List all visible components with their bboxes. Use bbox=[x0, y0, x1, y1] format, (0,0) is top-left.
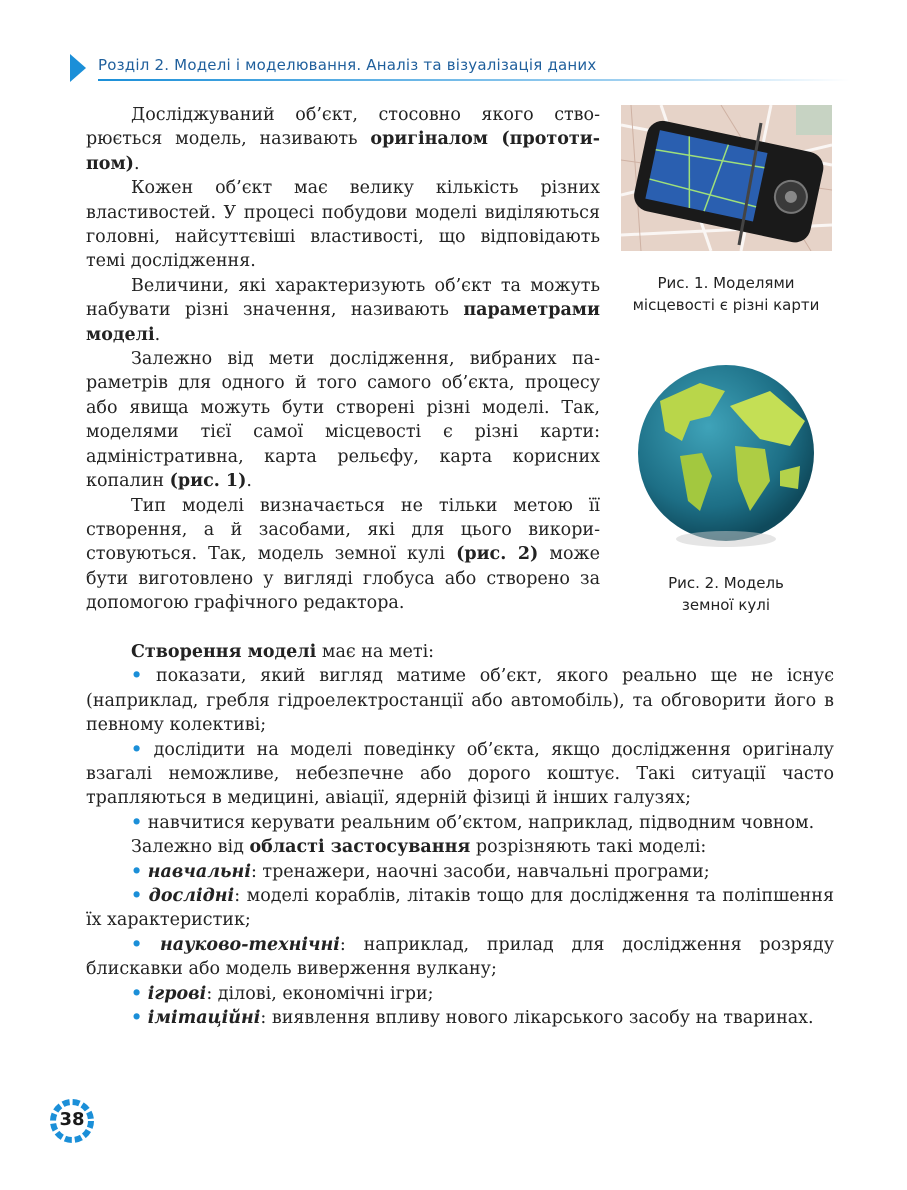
figure-2-caption: Рис. 2. Модель земної кулі bbox=[668, 574, 784, 614]
paragraph-original: Досліджуваний об’єкт, стосовно якого створюється модель, називають оригіналом (прототипом). bbox=[86, 105, 600, 174]
text-column bbox=[86, 103, 600, 616]
figure-2-globe-image bbox=[630, 361, 822, 553]
page-number-badge bbox=[48, 1097, 96, 1145]
running-header bbox=[70, 52, 850, 80]
application-item: • дослідні: моделі кораблів, літаків тощо для дослідження та поліпшення їх характеристик; bbox=[86, 886, 834, 931]
paragraph-model-type: Тип моделі визначається не тільки метою її створення, а й засобами, які для цього використовуються. Так, модель земної кулі (рис. 2) може бути виготовлено у вигляді глобуса або створено за допомогою графічного редактора. bbox=[86, 495, 600, 614]
header-arrow-icon bbox=[70, 54, 86, 82]
paragraph-different-models: Залежно від мети дослідження, вибраних параметрів для одного й того самого об’єкта, процесу або явища можуть бути створені різні моделі. Так, моделями тієї самої місцевості є різні карти: адміністративна, карта рельєфу, карта корисних копалин (рис. 1). bbox=[86, 349, 600, 492]
application-item: • імітаційні: виявлення впливу нового лікарського засобу на тваринах. bbox=[131, 1008, 814, 1029]
bullet-icon: • bbox=[131, 983, 143, 1004]
bullet-icon: • bbox=[131, 812, 143, 833]
creation-bullet: • навчитися керувати реальним об’єктом, наприклад, підводним човном. bbox=[131, 812, 815, 833]
bullet-icon: • bbox=[131, 739, 143, 760]
header-title: Розділ 2. Моделі і моделювання. Аналіз та візуалізація даних bbox=[98, 56, 597, 74]
figure-1-caption: Рис. 1. Моделями місцевості є різні карти bbox=[632, 274, 820, 314]
creation-bullet: • дослідити на моделі поведінку об’єкта, якщо дослідження оригіналу взагалі неможливе, небезпечне або дорого коштує. Такі ситуації часто трапляються в медицині, авіації, ядерній фізиці й інших галузях; bbox=[86, 739, 834, 809]
bullet-icon: • bbox=[131, 666, 143, 687]
page-number: 38 bbox=[59, 1109, 85, 1130]
figure-1-map-device-image bbox=[621, 105, 832, 251]
paragraph-properties: Кожен об’єкт має велику кількість різних властивостей. У процесі побудови моделі виділяються головні, найсуттєвіші властивості, що відповідають темі дослідження. bbox=[86, 178, 600, 272]
paragraph-parameters: Величини, які характеризують об’єкт та можуть набувати різні значення, називають параметрами моделі. bbox=[86, 275, 600, 345]
application-item: • навчальні: тренажери, наочні засоби, навчальні програми; bbox=[131, 861, 710, 882]
creation-intro: Створення моделі має на меті: bbox=[131, 642, 435, 662]
application-item: • ігрові: ділові, економічні ігри; bbox=[131, 983, 434, 1004]
bullet-icon: • bbox=[131, 886, 143, 907]
bullet-icon: • bbox=[131, 934, 143, 955]
application-intro: Залежно від області застосування розрізняють такі моделі: bbox=[131, 837, 707, 858]
creation-bullet: • показати, який вигляд матиме об’єкт, якого реально ще не існує (наприклад, гребля гідроелектростанції або автомобіль), та обговорити його в певному колективі; bbox=[86, 666, 834, 736]
bullet-icon: • bbox=[131, 861, 143, 882]
text-wide bbox=[86, 640, 834, 1031]
application-item: • науково-технічні: наприклад, прилад для дослідження розряду блискавки або модель виверження вулкану; bbox=[86, 934, 834, 980]
header-rule bbox=[98, 79, 850, 81]
bullet-icon: • bbox=[131, 1008, 143, 1029]
